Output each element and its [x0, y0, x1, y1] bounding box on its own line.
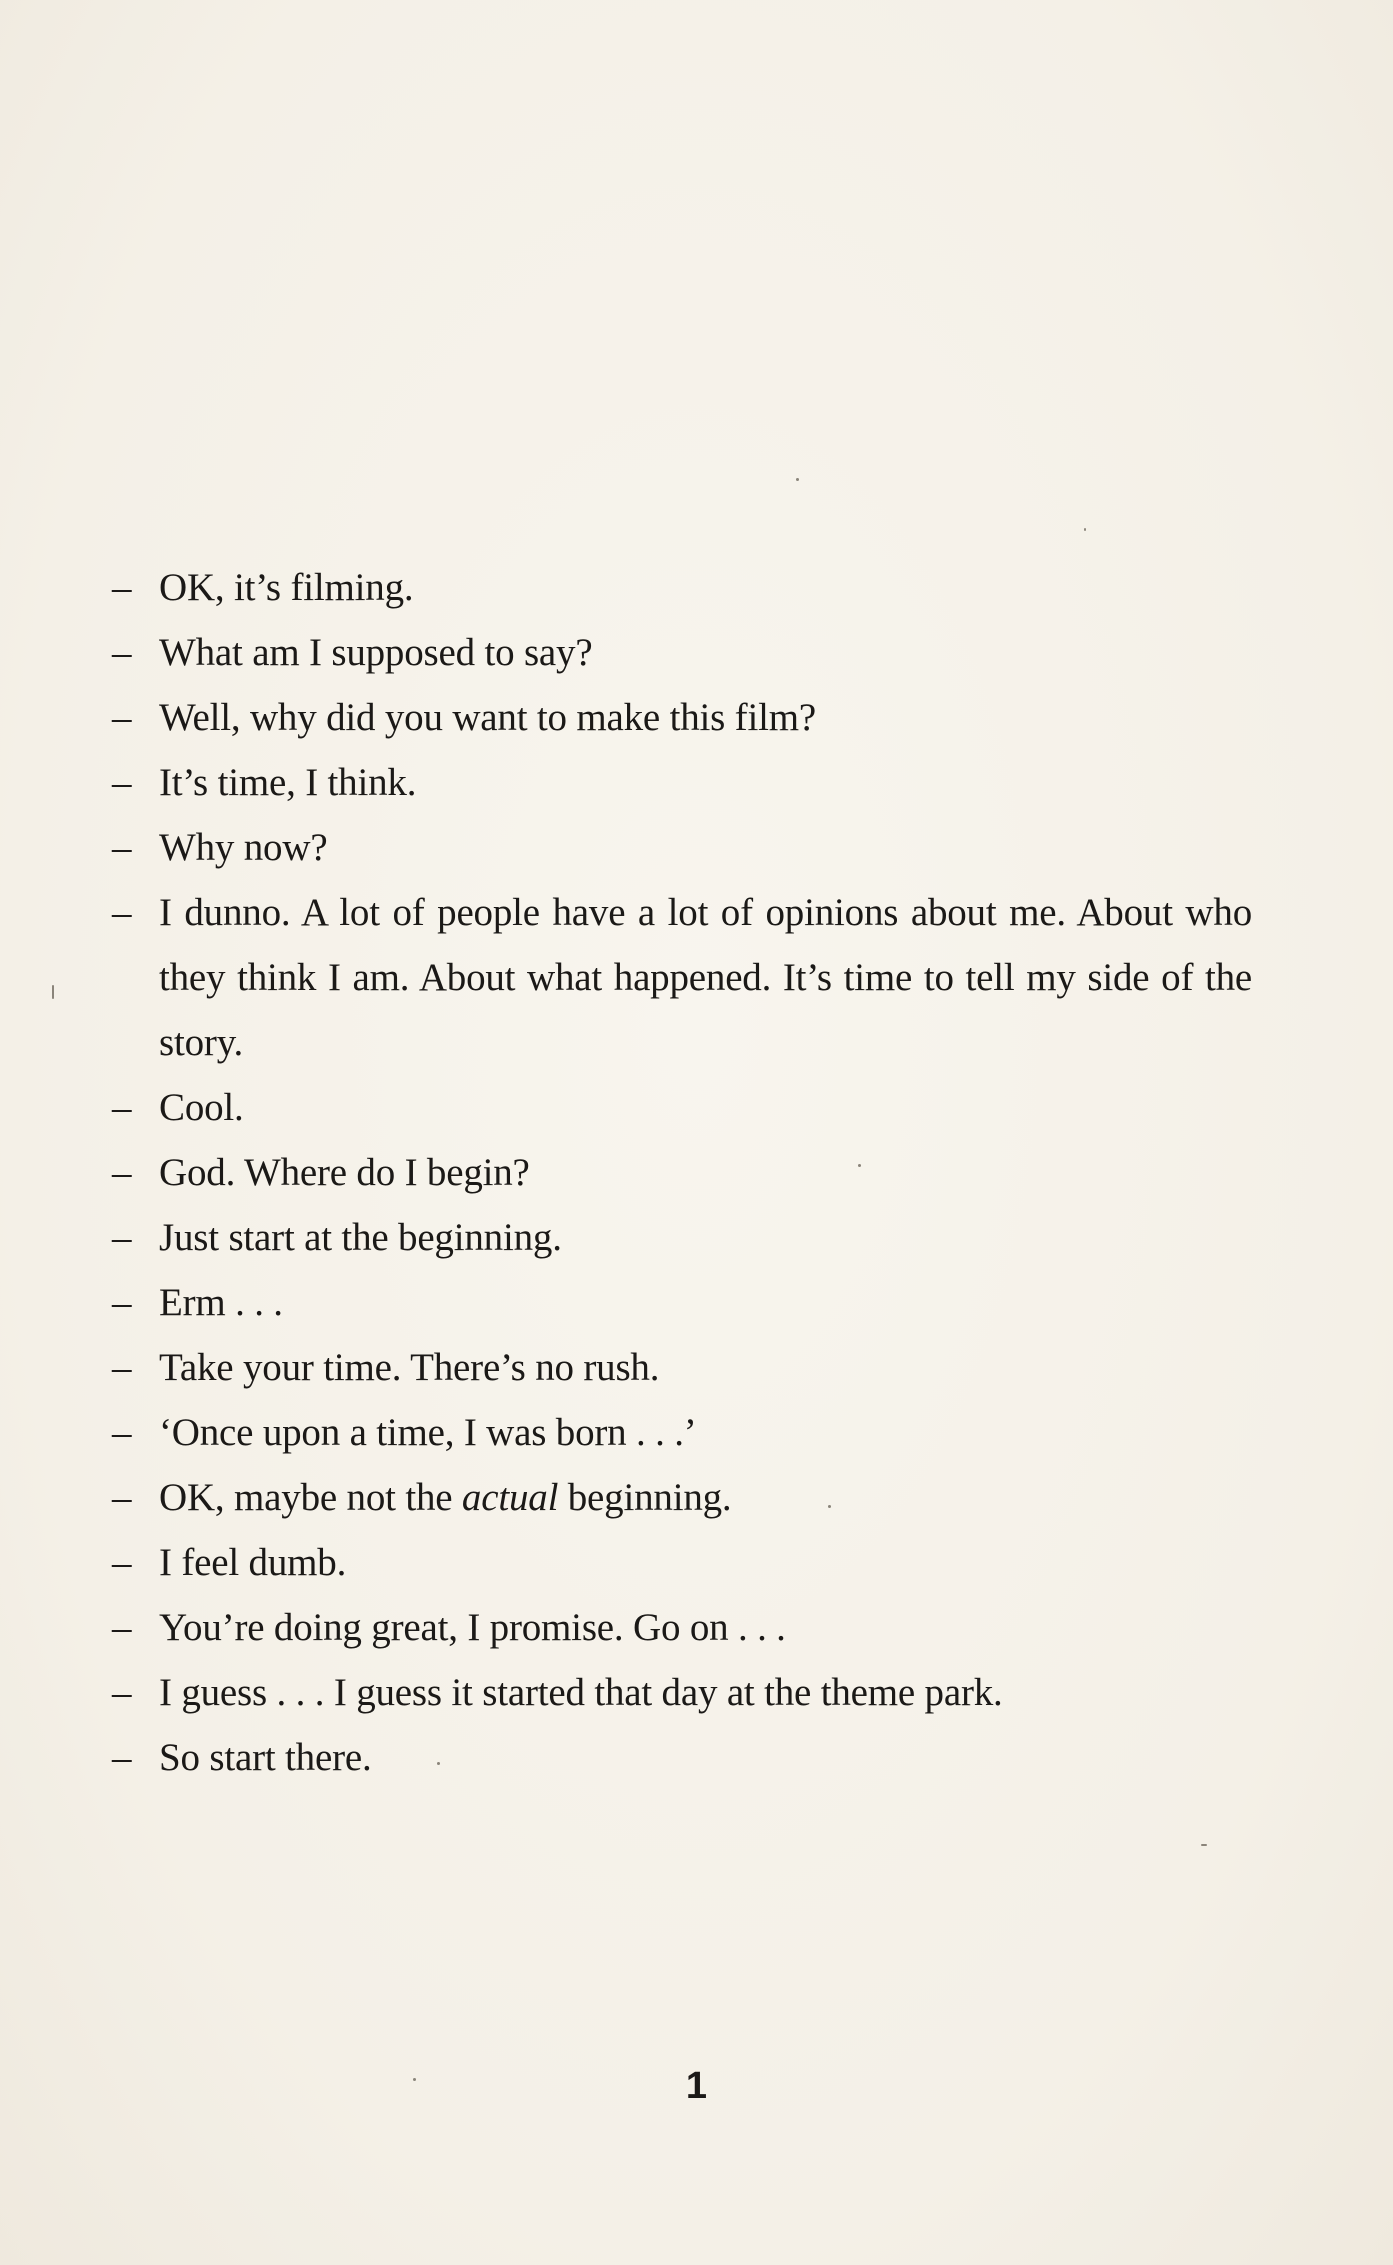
- dialogue-dash: –: [112, 1281, 132, 1324]
- dialogue-line: [112, 620, 1252, 685]
- dialogue-dash: –: [112, 761, 132, 804]
- dialogue-line: [112, 1530, 1252, 1595]
- paper-speck: [437, 1762, 440, 1765]
- paper-speck: [1084, 528, 1086, 531]
- dialogue-text: So start there.: [159, 1736, 372, 1779]
- dialogue-text: Well, why did you want to make this film?: [159, 696, 816, 739]
- dialogue-text: Just start at the beginning.: [159, 1216, 562, 1259]
- dialogue-dash: –: [112, 1216, 132, 1259]
- dialogue-line: [112, 555, 1252, 620]
- dialogue-dash: –: [112, 1606, 132, 1649]
- dialogue-text: Take your time. There’s no rush.: [159, 1346, 660, 1389]
- dialogue-dash: –: [112, 1541, 132, 1584]
- dialogue-line: [112, 880, 1252, 1075]
- dialogue-text: I dunno. A lot of people have a lot of opinions about me. About who they think I am. About what happened. It’s time to tell my side of the story.: [159, 891, 1252, 1064]
- dialogue-dash: –: [112, 1736, 132, 1779]
- page-number: 1: [685, 2065, 708, 2107]
- dialogue-dash: –: [112, 566, 132, 609]
- dialogue-text: I guess . . . I guess it started that day at the theme park.: [159, 1671, 1003, 1714]
- dialogue-text: It’s time, I think.: [159, 761, 417, 804]
- dialogue-line: [112, 1140, 1252, 1205]
- dialogue-line: [112, 685, 1252, 750]
- dialogue-line: [112, 1270, 1252, 1335]
- dialogue-line: [112, 1400, 1252, 1465]
- dialogue-text: OK, it’s filming.: [159, 566, 414, 609]
- dialogue-text: Cool.: [159, 1086, 244, 1129]
- dialogue-line: [112, 1465, 1252, 1530]
- paper-speck: [52, 985, 54, 999]
- paper-speck: [413, 2078, 416, 2081]
- dialogue-text: [159, 1465, 1252, 1530]
- dialogue-line: [112, 1335, 1252, 1400]
- dialogue-text: ‘Once upon a time, I was born . . .’: [159, 1411, 697, 1454]
- paper-speck: [858, 1164, 861, 1167]
- dialogue-text: You’re doing great, I promise. Go on . . .: [159, 1606, 786, 1649]
- dialogue-dash: –: [112, 891, 132, 934]
- dialogue-line: [112, 750, 1252, 815]
- dialogue-dash: –: [112, 1411, 132, 1454]
- dialogue-text-after: beginning.: [558, 1476, 732, 1519]
- dialogue-dash: –: [112, 631, 132, 674]
- dialogue-list: [112, 555, 1252, 1790]
- dialogue-line: [112, 1205, 1252, 1270]
- dialogue-text-before: OK, maybe not the: [159, 1476, 462, 1519]
- dialogue-dash: –: [112, 826, 132, 869]
- dialogue-text: Erm . . .: [159, 1281, 283, 1324]
- dialogue-dash: –: [112, 1671, 132, 1714]
- dialogue-text: What am I supposed to say?: [159, 631, 593, 674]
- dialogue-line: [112, 1595, 1252, 1660]
- paper-speck: [828, 1505, 831, 1508]
- dialogue-dash: –: [112, 1151, 132, 1194]
- dialogue-line: [112, 1075, 1252, 1140]
- dialogue-text: Why now?: [159, 826, 328, 869]
- dialogue-line: [112, 815, 1252, 880]
- paper-speck: [796, 478, 799, 481]
- dialogue-line: [112, 1660, 1252, 1725]
- dialogue-text: God. Where do I begin?: [159, 1151, 530, 1194]
- dialogue-dash: –: [112, 1086, 132, 1129]
- dialogue-dash: –: [112, 1346, 132, 1389]
- dialogue-text: I feel dumb.: [159, 1541, 347, 1584]
- dialogue-dash: –: [112, 696, 132, 739]
- paper-speck: [1201, 1844, 1207, 1846]
- dialogue-emphasis: actual: [461, 1476, 559, 1519]
- dialogue-line: [112, 1725, 1252, 1790]
- dialogue-dash: –: [112, 1476, 132, 1519]
